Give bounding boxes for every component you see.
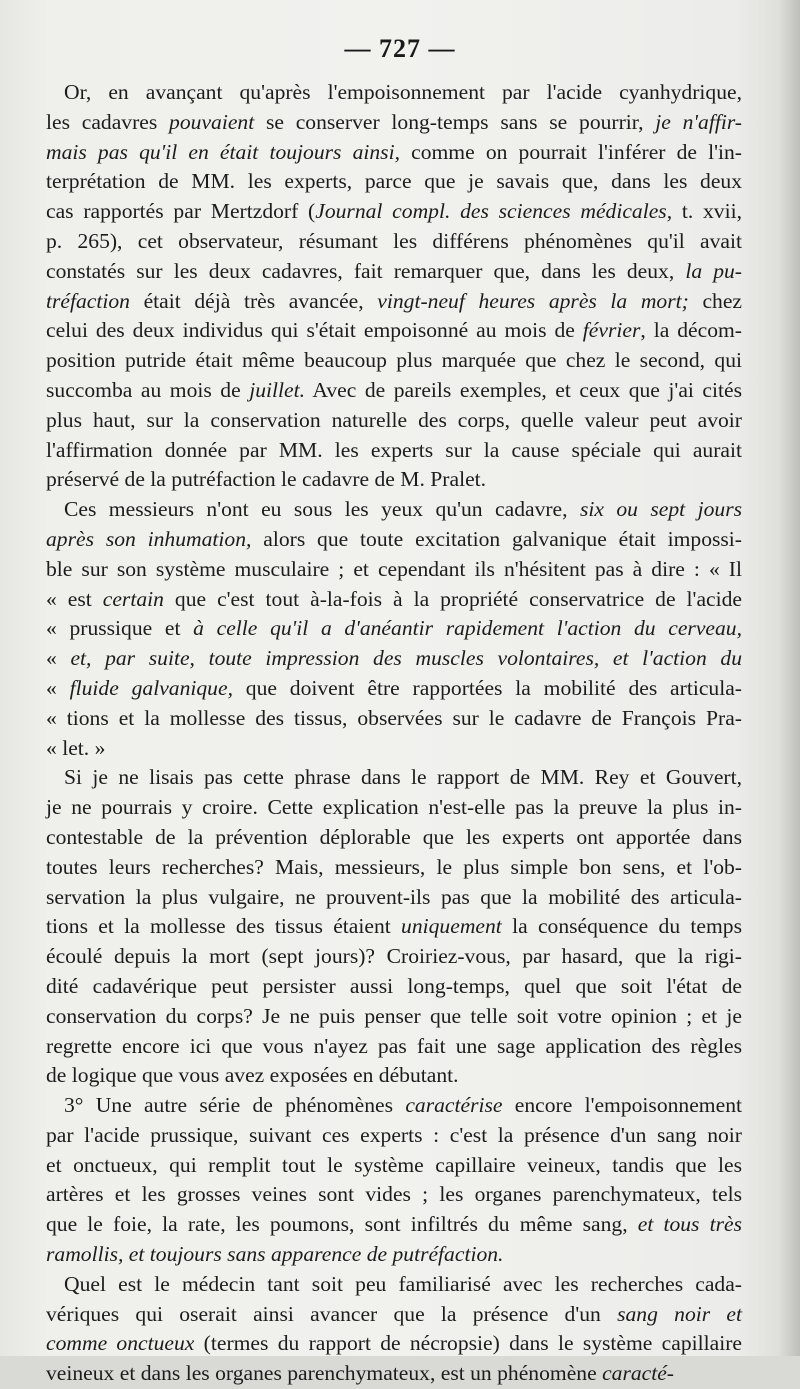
text-line: « fluide galvanique, que doivent être rapportées la mobilité des articula- (46, 675, 742, 700)
text-line: de logique que vous avez exposées en débutant. (46, 1063, 459, 1088)
paragraph (46, 495, 742, 763)
text-line: constatés sur les deux cadavres, fait remarquer que, dans les deux, la pu- (46, 258, 742, 283)
text-line: contestable de la prévention déplorable que les experts ont apportée dans (46, 824, 742, 849)
paragraph (46, 1270, 742, 1389)
text-line: plus haut, sur la conservation naturelle des corps, quelle valeur peut avoir (46, 407, 742, 432)
text-line: écoulé depuis la mort (sept jours)? Croiriez-vous, par hasard, que la rigi- (46, 944, 742, 969)
text-line: préservé de la putréfaction le cadavre de M. Pralet. (46, 467, 487, 492)
text-line: « let. » (46, 735, 106, 760)
text-line: artères et les grosses veines sont vides ; les organes parenchymateux, tels (46, 1182, 742, 1207)
text-line: cas rapportés par Mertzdorf (Journal compl. des sciences médicales, t. xvii, (46, 199, 742, 224)
body-text (46, 78, 742, 1389)
text-line: toutes leurs recherches? Mais, messieurs, le plus simple bon sens, et l'ob- (46, 854, 742, 879)
text-line: et onctueux, qui remplit tout le système capillaire veineux, tandis que les (46, 1152, 742, 1177)
text-line: tions et la mollesse des tissus étaient uniquement la conséquence du temps (46, 914, 742, 939)
text-line: servation la plus vulgaire, ne prouvent-ils pas que la mobilité des articula- (46, 884, 742, 909)
text-line: Si je ne lisais pas cette phrase dans le rapport de MM. Rey et Gouvert, (64, 765, 742, 790)
text-line: « prussique et à celle qu'il a d'anéantir rapidement l'action du cerveau, (46, 616, 742, 641)
text-line: succomba au mois de juillet. Avec de pareils exemples, et ceux que j'ai cités (46, 377, 742, 402)
text-line: les cadavres pouvaient se conserver long-temps sans se pourrir, je n'affir- (46, 109, 742, 134)
text-line: « est certain que c'est tout à-la-fois à la propriété conservatrice de l'acide (46, 586, 742, 611)
page-gutter-shadow (778, 0, 800, 1356)
paragraph (46, 763, 742, 1091)
text-line: Ces messieurs n'ont eu sous les yeux qu'un cadavre, six ou sept jours (64, 497, 742, 522)
text-line: position putride était même beaucoup plus marquée que chez le second, qui (46, 348, 742, 373)
text-line: après son inhumation, alors que toute excitation galvanique était impossi- (46, 526, 742, 551)
text-line: conservation du corps? Je ne puis penser que telle soit votre opinion ; et je (46, 1003, 742, 1028)
paragraph (46, 1091, 742, 1270)
text-line: comme onctueux (termes du rapport de nécropsie) dans le système capillaire (46, 1331, 743, 1356)
text-line: tréfaction était déjà très avancée, vingt-neuf heures après la mort; chez (46, 288, 742, 313)
text-line: mais pas qu'il en était toujours ainsi, comme on pourrait l'inférer de l'in- (46, 139, 742, 164)
text-line: « et, par suite, toute impression des muscles volontaires, et l'action du (46, 646, 742, 671)
text-line: terprétation de MM. les experts, parce que je savais que, dans les deux (46, 169, 742, 194)
text-line: veineux et dans les organes parenchymateux, est un phénomène caracté- (46, 1361, 675, 1386)
paragraph (46, 78, 742, 495)
text-line: regrette encore ici que vous n'ayez pas fait une sage application des règles (46, 1033, 742, 1058)
text-line: que le foie, la rate, les poumons, sont infiltrés du même sang, et tous très (46, 1212, 742, 1237)
text-line: l'affirmation donnée par MM. les experts sur la cause spéciale qui aurait (46, 437, 742, 462)
page-number: — 727 — (344, 34, 456, 63)
text-line: Quel est le médecin tant soit peu familiarisé avec les recherches cada- (64, 1271, 742, 1296)
text-line: par l'acide prussique, suivant ces experts : c'est la présence d'un sang noir (46, 1122, 742, 1147)
text-line: 3° Une autre série de phénomènes caractérise encore l'empoisonnement (64, 1093, 742, 1118)
text-line: celui des deux individus qui s'était empoisonné au mois de février, la décom- (46, 318, 742, 343)
text-line: ble sur son système musculaire ; et cependant ils n'hésitent pas à dire : « Il (46, 556, 742, 581)
text-line: ramollis, et toujours sans apparence de putréfaction. (46, 1242, 504, 1267)
text-line: « tions et la mollesse des tissus, observées sur le cadavre de François Pra- (46, 705, 742, 730)
text-line: p. 265), cet observateur, résumant les différens phénomènes qu'il avait (46, 228, 742, 253)
text-line: je ne pourrais y croire. Cette explication n'est-elle pas la preuve la plus in- (46, 795, 742, 820)
text-line: Or, en avançant qu'après l'empoisonnement par l'acide cyanhydrique, (64, 80, 742, 104)
text-line: dité cadavérique peut persister aussi long-temps, quel que soit l'état de (46, 973, 742, 998)
text-line: vériques qui oserait ainsi avancer que la présence d'un sang noir et (46, 1301, 742, 1326)
